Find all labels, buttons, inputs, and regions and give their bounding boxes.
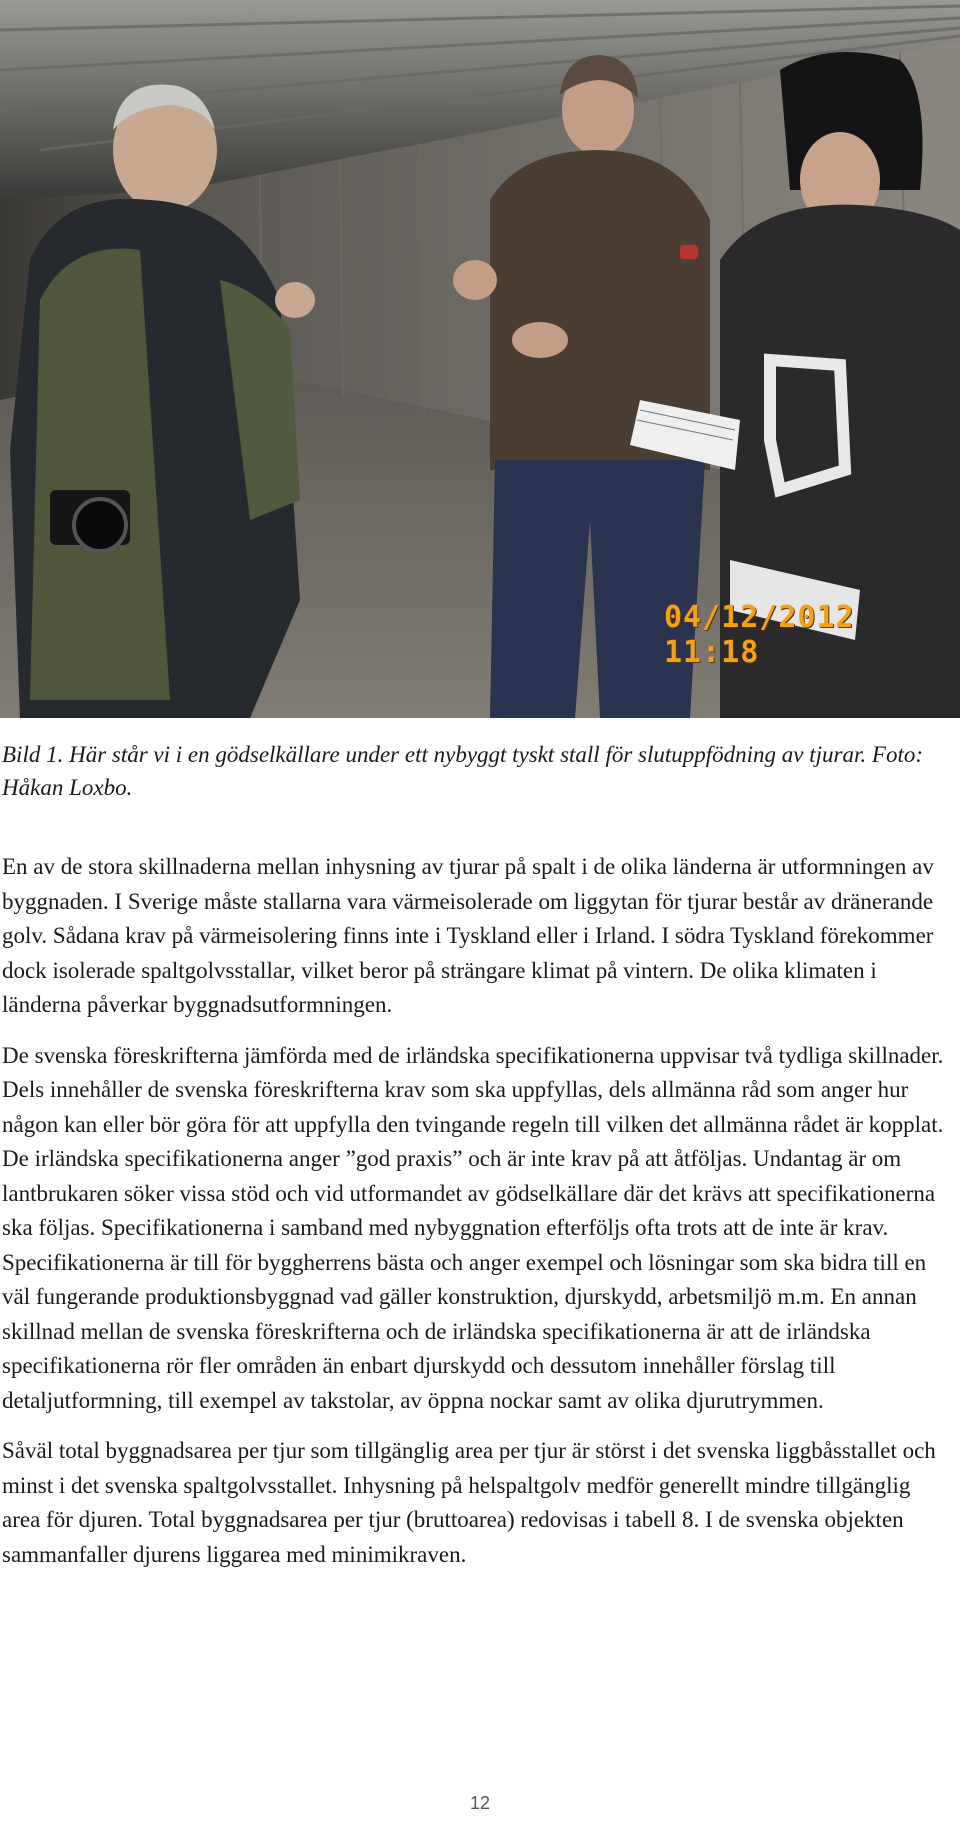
- body-text: [2, 850, 954, 1588]
- paragraph: En av de stora skillnaderna mellan inhysning av tjurar på spalt i de olika länderna är utformningen av byggnaden. I Sverige måste stallarna vara värmeisolerade om liggytan för tjurar består av dränerande golv. Sådana krav på värmeisolering finns inte i Tyskland eller i Irland. I södra Tyskland förekommer dock isolerade spaltgolvsstallar, vilket beror på strängare klimat på vintern. De olika klimaten i länderna påverkar byggnadsutformningen.: [2, 854, 934, 1017]
- figure-photo: [0, 0, 960, 718]
- figure-caption: Bild 1. Här står vi i en gödselkällare under ett nybyggt tyskt stall för slutuppfödning av tjurar. Foto: Håkan Loxbo.: [2, 742, 923, 800]
- paragraph: Såväl total byggnadsarea per tjur som tillgänglig area per tjur är störst i det svenska liggbåsstallet och minst i det svenska spaltgolvsstallet. Inhysning på helspaltgolv medför generellt mindre tillgänglig area för djuren. Total byggnadsarea per tjur (bruttoarea) redovisas i tabell 8. I de svenska objekten sammanfaller djurens liggarea med minimikraven.: [2, 1438, 936, 1567]
- paragraph: De svenska föreskrifterna jämförda med de irländska specifikationerna uppvisar två tydliga skillnader. Dels innehåller de svenska föreskrifterna krav som ska uppfyllas, dels allmänna råd som anger hur någon kan eller bör göra för att uppfylla den tvingande regeln till vilken det allmänna rådet är kopplat. De irländska specifikationerna anger ”god praxis” och är inte krav på att åtföljas. Undantag är om lantbrukaren söker vissa stöd och vid utformandet av gödselkällare där det krävs att specifikationerna ska följas. Specifikationerna i samband med nybyggnation efterföljs ofta trots att de inte är krav. Specifikationerna är till för byggherrens bästa och anger exempel och lösningar som ska bidra till en väl fungerande produktionsbyggnad vad gäller konstruktion, djurskydd, arbetsmiljö m.m. En annan skillnad mellan de svenska föreskrifterna och de irländska specifikationerna är att de irländska specifikationerna rör fler områden än enbart djurskydd och dessutom innehåller förslag till detaljutformning, till exempel av takstolar, av öppna nockar samt av olika djurutrymmen.: [2, 1042, 944, 1413]
- photo-timestamp: 04/12/2012 11:18: [664, 600, 855, 670]
- page-number: 12: [469, 1793, 491, 1813]
